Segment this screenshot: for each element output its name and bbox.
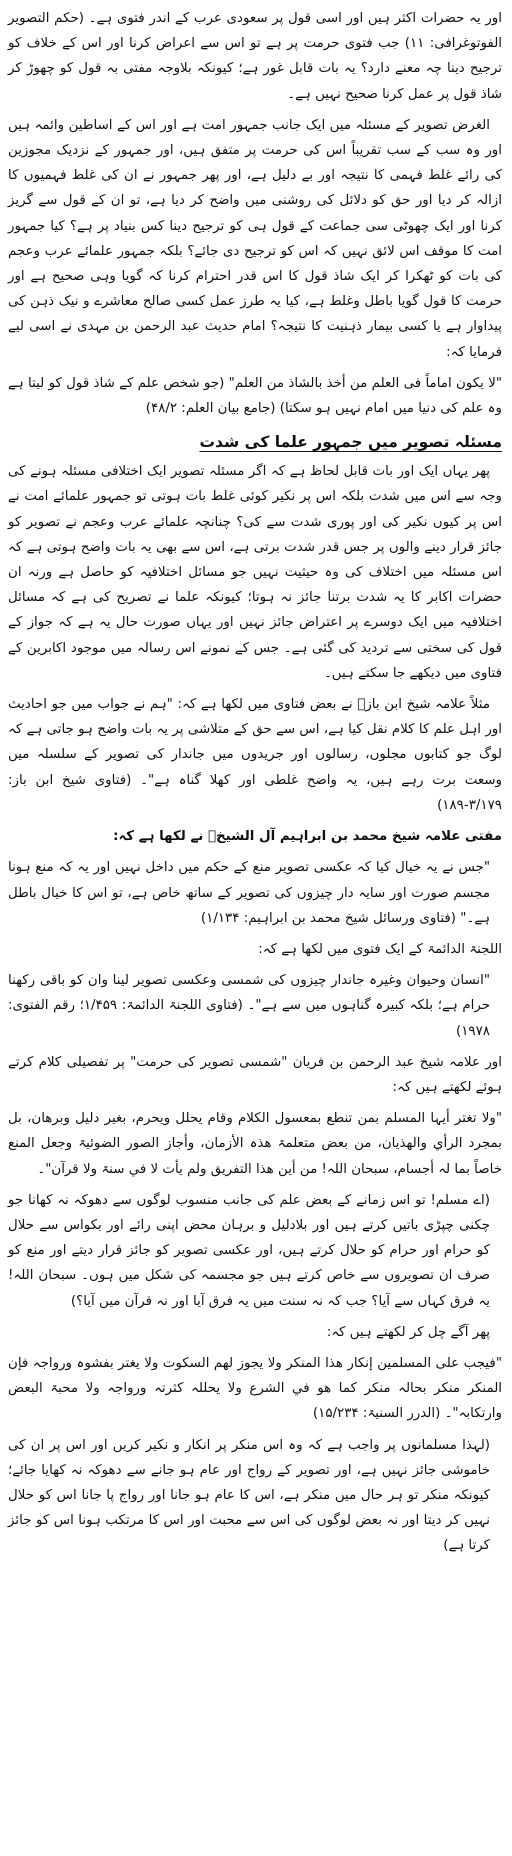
paragraph-firyan-translation: (اے مسلم! تو اس زمانے کے بعض علم کی جانب منسوب لوگوں سے دھوکہ نہ کھانا جو چکنی چپڑی باتیں کرتے ہیں اور بلادلیل و برہان محض اپنی رائے اور بکواس سے حلال کو حرام اور حرام کو حلال کرتے ہیں، اور عکسی تصویر کو جائز قرار دیتے اور منع کو صرف ان تصویروں سے خاص کرتے ہیں جو مجسمہ کی شکل میں ہوں۔ سبحان اللہ! یہ فرق کہاں سے آیا؟ جب کہ نہ سنت میں یہ فرق آیا اور نہ قرآن میں آیا؟) — [8, 1192, 490, 1309]
paragraph-lajna-quote: "انسان وحیوان وغیرہ جاندار چیزوں کی شمسی وعکسی تصویر لینا وان کو باقی رکھنا حرام ہے؛ بلکہ کبیرہ گناہوں میں سے ہے"۔ (فتاوی اللجنۃ الدائمۃ: ۱/۴۵۹؛ رقم الفتوی: ۱۹۷۸) — [8, 973, 490, 1039]
paragraph-firyan-intro: اور علامہ شیخ عبد الرحمن بن فریان "شمسی تصویر کی حرمت" پر تفصیلی کلام کرتے ہوئے لکھتے ہیں کہ: — [8, 1054, 502, 1095]
section-heading: مسئلہ تصویر میں جمہور علما کی شدت — [199, 433, 502, 452]
arabic-quote-ibn-mahdi: "لا یکون اماماً فی العلم من أخذ بالشاذ من العلم" (جو شخص علم کے شاذ قول کو لیتا ہے وہ علم کی دنیا میں امام نہیں ہو سکتا) (جامع بیان العلم: ۴۸/۲) — [8, 375, 502, 417]
paragraph-further-intro: پھر آگے چل کر لکھتے ہیں کہ: — [326, 1324, 490, 1340]
paragraph-summary: الغرض تصویر کے مسئلہ میں ایک جانب جمہور امت ہے اور اس کے اساطین وائمہ ہیں اور وہ سب کے سب تقریباً اس کی حرمت پر متفق ہیں، اور جمہور کے نزدیک مجوزین کی رائے غلط فہمی کا نتیجہ اور بے دلیل ہے، اور پھر جمہور نے ان کی غلط فہمیوں کا ازالہ کر دیا اور حق کو دلائل کی روشنی میں واضح کر دیا ہے، تو ان کے قول سے گریز کرنا اور ایک چھوٹی سی جماعت کے قول ہی کو ترجیح دینا کس بنیاد پر ہے؟ کیا جمہور امت کا موقف اس لائق نہیں کہ اس کو ترجیح دی جائے؟ بلکہ جمہور علمائے عرب وعجم کی بات کو ٹھکرا کر ایک شاذ قول کا اس قدر احترام کرنا کہ گویا وہی صحیح ہے اور حرمت کا قول گویا باطل وغلط ہے، کیا یہ طرز عمل کسی صالح معاشرے و نیک ذہن کی پیداوار ہے یا کسی بیمار ذہنیت کا نتیجہ؟ امام حدیث عبد الرحمن بن مہدی نے اسی لیے فرمایا کہ: — [8, 117, 502, 360]
paragraph-mufti-intro: مفتی علامہ شیخ محمد بن ابراہیم آل الشیخؒ نے لکھا ہے کہ: — [113, 829, 502, 845]
paragraph-ibn-baz: مثلاً علامہ شیخ ابن بازؒ نے بعض فتاوی میں لکھا ہے کہ: "ہم نے جواب میں جو احادیث اور اہل علم کا کلام نقل کیا ہے، اس سے حق کے متلاشی پر یہ بات واضح ہو جاتی ہے کہ لوگ جو کتابوں مجلوں، رسالوں اور جریدوں میں جاندار کی تصویر کے سلسلہ میں وسعت برت رہے ہیں، یہ واضح غلطی اور کھلا گناہ ہے"۔ (فتاوی شیخ ابن باز: ۳/۱۷۹-۱۸۹) — [8, 697, 502, 813]
paragraph-mufti-quote: "جس نے یہ خیال کیا کہ عکسی تصویر منع کے حکم میں داخل نہیں اور یہ کہ منع ہونا مجسم صورت اور سایہ دار چیزوں کی تصویر کے ساتھ خاص ہے، تو اس کا خیال باطل ہے۔" (فتاوی ورسائل شیخ محمد بن ابراہیم: ۱/۱۳۴) — [8, 860, 490, 926]
paragraph-durar-translation: (لہذا مسلمانوں پر واجب ہے کہ وہ اس منکر پر انکار و نکیر کریں اور اس پر ان کی خاموشی جائز نہیں ہے، اور تصویر کے رواج اور عام ہو جانے سے دھوکہ نہ کھایا جائے؛ کیونکہ منکر تو ہر حال میں منکر ہے، اس کا عام ہو جانا اور رواج پا جانا اس کو حلال نہیں کر دیتا اور نہ بعض لوگوں کی اس سے محبت اور اس کا مرتکب ہونا اس کو جائز کرتا ہے) — [8, 1437, 490, 1554]
arabic-quote-durar: "فیجب علی المسلمین إنکار ھذا المنکر ولا یجوز لھم السکوت ولا یغتر بفشوہ ورواجہ فإن المنکر منکر بحالہ منکر کما ھو في الشرع ولا یحللہ کثرتہ ورواجہ ولا محبۃ البعض وارتکابہ"۔ (الدرر السنیۃ: ۱۵/۲۳۴) — [8, 1355, 502, 1422]
arabic-quote-firyan: "ولا تغتر أیہا المسلم بمن تنطع بمعسول الکلام وقام یحلل ویحرم، بغیر دلیل وبرھان، بل بمجرد الرأي والھذیان، من بعض متعلمۃ ھذہ الأزمان، وأجاز الصور الضوئیۃ وجعل المنع خاصاً بما لہ أجسام، سبحان اللہ! من أین ھذا التفریق ولم یأت لا في سنۃ ولا قرآن"۔ — [8, 1111, 502, 1177]
paragraph-intro: اور یہ حضرات اکثر ہیں اور اسی قول پر سعودی عرب کے اندر فتوی ہے۔ (حکم التصویر الفوتوغرافی: ۱۱) جب فتوی حرمت پر ہے تو اس سے اعراض کرنا اور اس کے خلاف کو ترجیح دینا چہ معنے دارد؟ یہ بات قابل غور ہے؛ کیونکہ بلاوجہ مفتی بہ قول کو چھوڑ کر شاذ قول پر عمل کرنا صحیح نہیں ہے۔ — [8, 11, 503, 102]
paragraph-severity: پھر یہاں ایک اور بات قابل لحاظ ہے کہ اگر مسئلہ تصویر ایک اختلافی مسئلہ ہونے کی وجہ سے اس میں شدت بلکہ اس پر نکیر کوئی غلط بات ہوتی تو جمہور علمائے امت نے اس پر کیوں نکیر کی اور پوری شدت سے کی؟ چنانچہ علمائے عرب وعجم نے تصویر کو جائز قرار دینے والوں پر جس قدر شدت برتی ہے، اس سے بھی یہ بات واضح ہوتی ہے کہ اس مسئلہ میں اختلاف کی وہ حیثیت نہیں جو مسائل اختلافیہ کو حاصل ہے ورنہ ان حضرات اکابر کا یہ شدت برتنا جائز نہ ہوتا؛ کیونکہ علما نے تصریح کی ہے کہ مسائل اختلافیہ میں ایک دوسرے پر اعتراض جائز نہیں اور یہاں صورت حال یہ ہے کہ جواز کے قول کی سختی سے تردید کی گئی ہے۔ جس کے نمونے اس رسالہ میں موجود اکابرین کے فتاوی میں دیکھے جا سکتے ہیں۔ — [8, 464, 502, 681]
paragraph-lajna-intro: اللجنۃ الدائمۃ کے ایک فتوی میں لکھا ہے کہ: — [258, 941, 502, 957]
